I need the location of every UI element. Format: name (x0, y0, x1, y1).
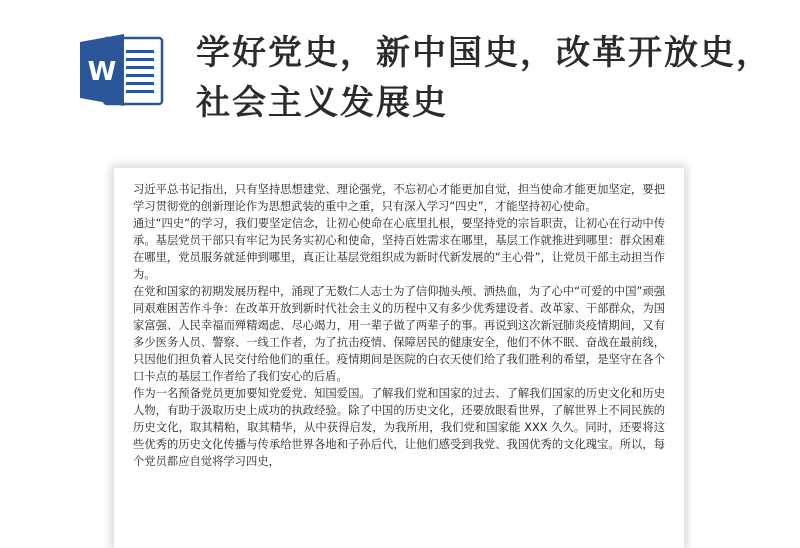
paragraph: 通过“四史”的学习，我们要坚定信念，让初心使命在心底里扎根，要坚持党的宗旨职责，让初心在行动中传承。基层党员干部只有牢记为民务实初心和使命，坚持百姓需求在哪里，基层工作就推进到哪里：群众困难在哪里，党员服务就延伸到哪里，真正让基层党组织成为新时代新发展的“主心骨”，让党员干部主动担当作为。 (133, 217, 665, 281)
document-body (133, 181, 665, 470)
paragraph: 习近平总书记指出，只有坚持思想建党、理论强党，不忘初心才能更加自觉，担当使命才能更加坚定，要把学习贯彻党的创新理论作为思想武装的重中之重，只有深入学习“四史”，才能坚持初心使命。 (133, 183, 665, 213)
word-icon-letter: W (87, 57, 117, 87)
document-page (114, 168, 684, 548)
header (0, 0, 800, 160)
page-title: 学好党史，新中国史，改革开放史，社会主义发展史 (196, 33, 772, 123)
paragraph: 作为一名预备党员更加要知党爱党、知国爱国。了解我们党和国家的过去、了解我们国家的历史文化和历史人物，有助于汲取历史上成功的执政经验。除了中国的历史文化，还要放眼看世界，了解世界上不同民族的历史文化，取其精粕，取其精华，从中获得启发，为我所用，我们党和国家能 XXX 久久。同时，还要将这些优秀的历史文化传播与传承给世界各地和子孙后代，让他们感受到我党、我国优秀的文化瑰宝。所以，每个党员都应自觉将学习四史， (133, 387, 665, 468)
word-document-icon (76, 32, 168, 108)
paragraph: 在党和国家的初期发展历程中，涌现了无数仁人志士为了信仰抛头颅、洒热血，为了心中“可爱的中国”顽强同艰难困苦作斗争：在改革开放到新时代社会主义的历程中又有多少优秀建设者、改革家、干部群众，为国家富强、人民幸福而殚精竭虑、尽心竭力，用一辈子做了两辈子的事。再说到这次新冠肺炎疫情期间，又有多少医务人员、警察、一线工作者，为了抗击疫情、保障居民的健康安全，他们不休不眠、奋战在最前线，只因他们担负着人民交付给他们的重任。疫情期间是医院的白衣天使们给了我们胜利的希望，是坚守在各个口卡点的基层工作者给了我们安心的后盾。 (133, 285, 665, 383)
